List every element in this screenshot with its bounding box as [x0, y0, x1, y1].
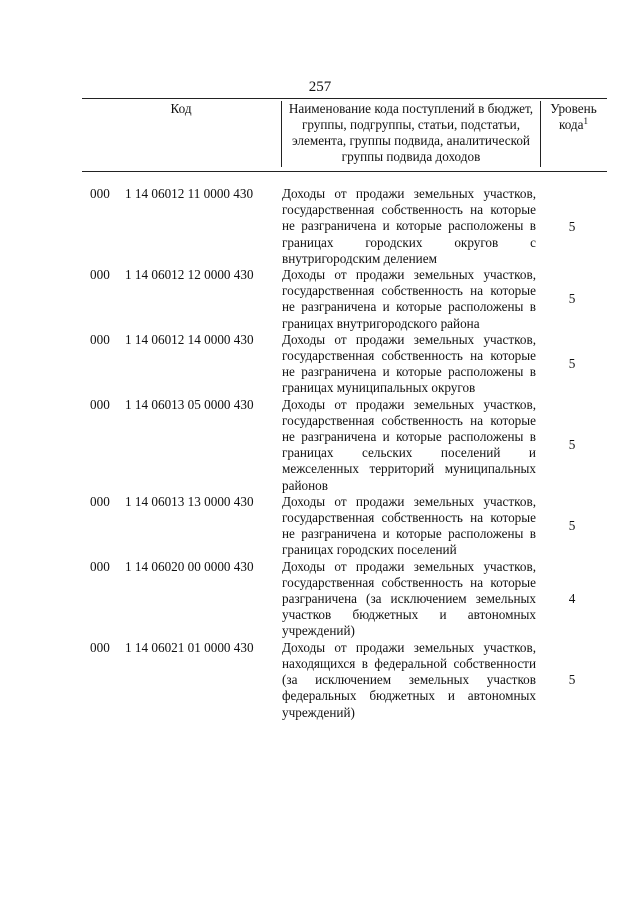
table-row — [0, 640, 640, 721]
admin-code: 000 — [90, 493, 110, 509]
page-number: 257 — [308, 79, 332, 95]
income-name: Доходы от продажи земельных участков, государственная собственность на которые не разграничена и которые расположены в границах сельских поселений и межселенных территорий муниципальных районов — [282, 396, 536, 493]
admin-code: 000 — [90, 639, 110, 655]
header-name: Наименование кода поступлений в бюджет, группы, подгруппы, статьи, подстатьи, элемента, группы подвида, аналитической группы подвида доходов — [281, 101, 541, 167]
income-name: Доходы от продажи земельных участков, государственная собственность на которые не разграничена и которые расположены в границах городских поселений — [282, 493, 536, 558]
code-level: 5 — [568, 518, 576, 534]
admin-code: 000 — [90, 331, 110, 347]
code-level: 5 — [568, 291, 576, 307]
admin-code: 000 — [90, 267, 110, 283]
table-row — [0, 186, 640, 267]
income-name: Доходы от продажи земельных участков, находящихся в федеральной собственности (за исключением земельных участков федеральных бюджетных и автономных учреждений) — [282, 639, 536, 720]
header-level — [540, 101, 607, 133]
income-name: Доходы от продажи земельных участков, государственная собственность на которые разграничена (за исключением земельных участков бюджетных и автономных учреждений) — [282, 558, 536, 639]
income-code: 1 14 06013 05 0000 430 — [125, 396, 254, 412]
income-code: 1 14 06012 12 0000 430 — [125, 267, 254, 283]
income-name: Доходы от продажи земельных участков, государственная собственность на которые не разграничена и которые расположены в границах внутригородского района — [282, 267, 536, 331]
income-code: 1 14 06020 00 0000 430 — [125, 558, 254, 574]
income-name: Доходы от продажи земельных участков, государственная собственность на которые не разграничена и которые расположены в границах муниципальных округов — [282, 331, 536, 396]
table-row — [0, 494, 640, 559]
table-row — [0, 397, 640, 494]
table-row — [0, 559, 640, 640]
header-code: Код — [170, 101, 192, 116]
table-row — [0, 332, 640, 397]
code-level: 5 — [568, 672, 576, 688]
income-code: 1 14 06021 01 0000 430 — [125, 639, 254, 655]
income-code: 1 14 06012 11 0000 430 — [125, 186, 254, 201]
table-header — [82, 98, 607, 172]
admin-code: 000 — [90, 186, 110, 201]
header-level-label: Уровень кода — [550, 101, 597, 132]
table-body — [0, 186, 640, 721]
code-level: 5 — [568, 356, 576, 372]
code-level: 5 — [568, 437, 576, 453]
header-level-footnote: 1 — [583, 116, 588, 126]
admin-code: 000 — [90, 396, 110, 412]
code-level: 4 — [568, 591, 576, 607]
income-name: Доходы от продажи земельных участков, государственная собственность на которые не разграничена и которые расположены в границах городских округов с внутригородским делением — [282, 186, 536, 266]
admin-code: 000 — [90, 558, 110, 574]
table-row — [0, 267, 640, 332]
code-level: 5 — [568, 218, 576, 234]
income-code: 1 14 06013 13 0000 430 — [125, 493, 254, 509]
income-code: 1 14 06012 14 0000 430 — [125, 331, 254, 347]
